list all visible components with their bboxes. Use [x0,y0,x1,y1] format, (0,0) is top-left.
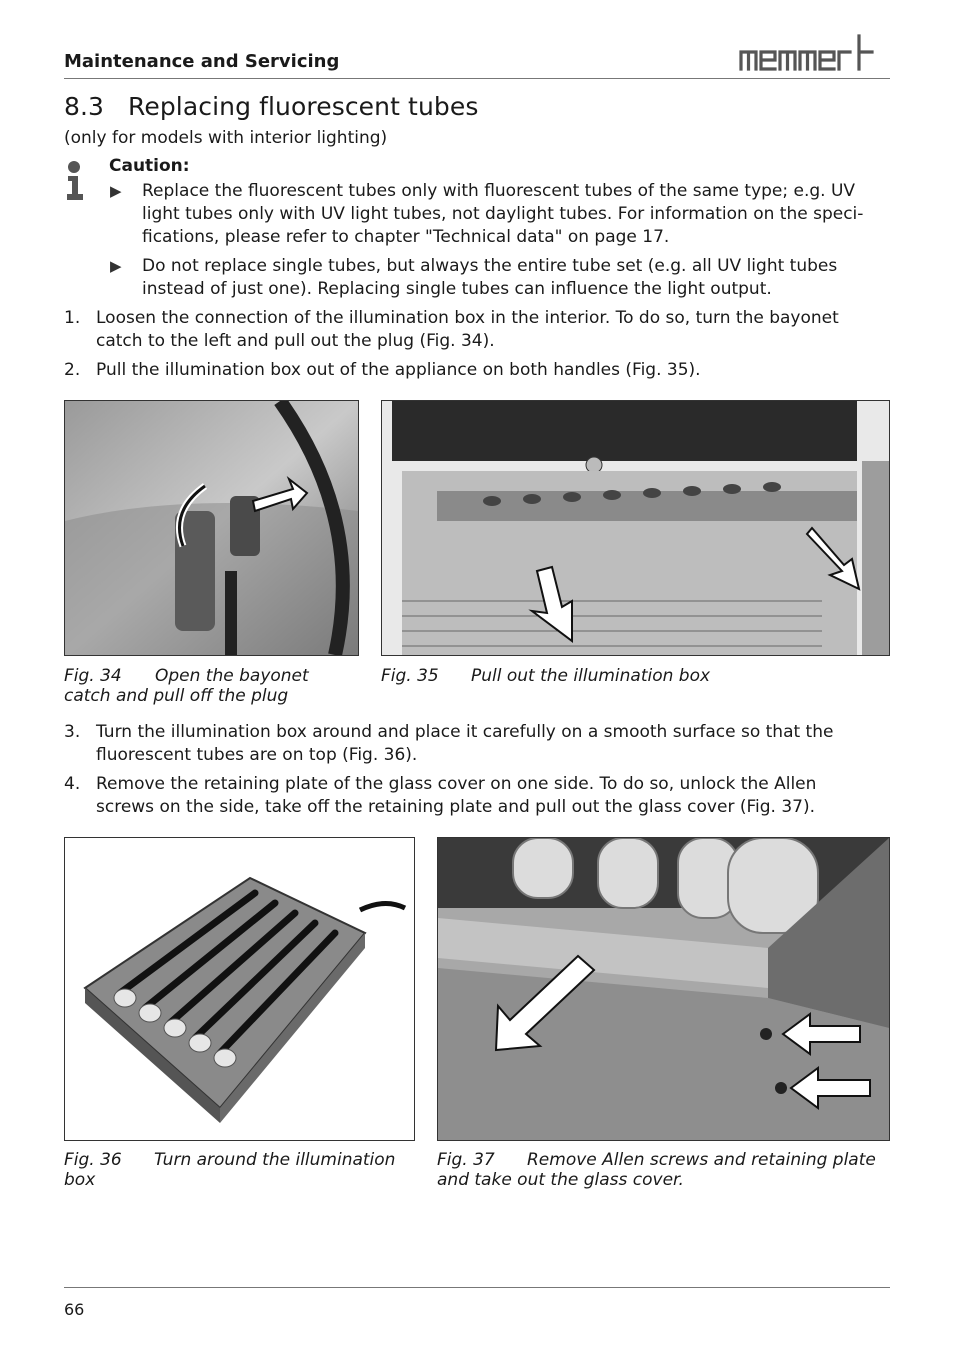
section-title: Replacing fluorescent tubes [128,92,479,121]
figure-label: Fig. 36 [64,1150,122,1170]
figure-label: Fig. 35 [381,666,439,686]
step-item [64,773,894,819]
figure-34-caption [64,666,364,708]
figure-36-photo [64,837,415,1141]
triangle-bullet-icon: ▶ [110,257,122,275]
caption-text: Open the bayonet [155,666,309,686]
bullet-line: light tubes only with UV light tubes, not daylight tubes. For information on the speci- [142,204,864,224]
bullet-line: fications, please refer to chapter "Technical data" on page 17. [142,227,670,247]
step-item [64,307,894,353]
section-subtitle: (only for models with interior lighting) [64,128,388,148]
step-line: Remove the retaining plate of the glass cover on one side. To do so, unlock the Allen [96,774,817,794]
figure-37-photo [437,837,890,1141]
figure-37-caption [437,1150,897,1192]
section-heading [64,92,478,121]
step-number: 4. [64,774,81,794]
page-number: 66 [64,1300,85,1319]
step-number: 2. [64,360,81,380]
step-item [64,359,894,382]
caption-text: Turn around the illumination [154,1150,396,1170]
triangle-bullet-icon: ▶ [110,182,122,200]
figure-35-photo [381,400,890,656]
section-number: 8.3 [64,92,105,121]
step-line: screws on the side, take off the retaining plate and pull out the glass cover (Fig. 37). [96,797,815,817]
bullet-line: Replace the fluorescent tubes only with fluorescent tubes of the same type; e.g. UV [142,181,856,201]
step-line: Pull the illumination box out of the appliance on both handles (Fig. 35). [96,360,701,380]
step-line: Turn the illumination box around and place it carefully on a smooth surface so that the [96,722,834,742]
step-number: 3. [64,722,81,742]
figure-label: Fig. 34 [64,666,122,686]
step-line: fluorescent tubes are on top (Fig. 36). [96,745,418,765]
bullet-line: Do not replace single tubes, but always the entire tube set (e.g. all UV light tubes [142,256,838,276]
step-line: Loosen the connection of the illumination box in the interior. To do so, turn the bayonet [96,308,839,328]
caption-text: box [64,1170,96,1190]
memmert-logo [738,32,890,72]
figure-35-caption [381,666,890,688]
info-icon [64,160,86,202]
bullet-line: instead of just one). Replacing single tubes can influence the light output. [142,279,772,299]
running-header: Maintenance and Servicing [64,51,340,72]
caution-bullet-2 [110,255,900,301]
step-number: 1. [64,308,81,328]
figure-34-photo [64,400,359,656]
caption-text: catch and pull off the plug [64,686,289,706]
step-item [64,721,894,767]
caption-text: Remove Allen screws and retaining plate [527,1150,876,1170]
figure-label: Fig. 37 [437,1150,495,1170]
step-line: catch to the left and pull out the plug (Fig. 34). [96,331,495,351]
caption-text: Pull out the illumination box [471,666,711,686]
caution-label: Caution: [109,156,190,176]
figure-36-caption [64,1150,415,1192]
header-divider [64,78,890,79]
caution-bullet-1 [110,180,900,250]
caption-text: and take out the glass cover. [437,1170,684,1190]
footer-divider [64,1287,890,1288]
